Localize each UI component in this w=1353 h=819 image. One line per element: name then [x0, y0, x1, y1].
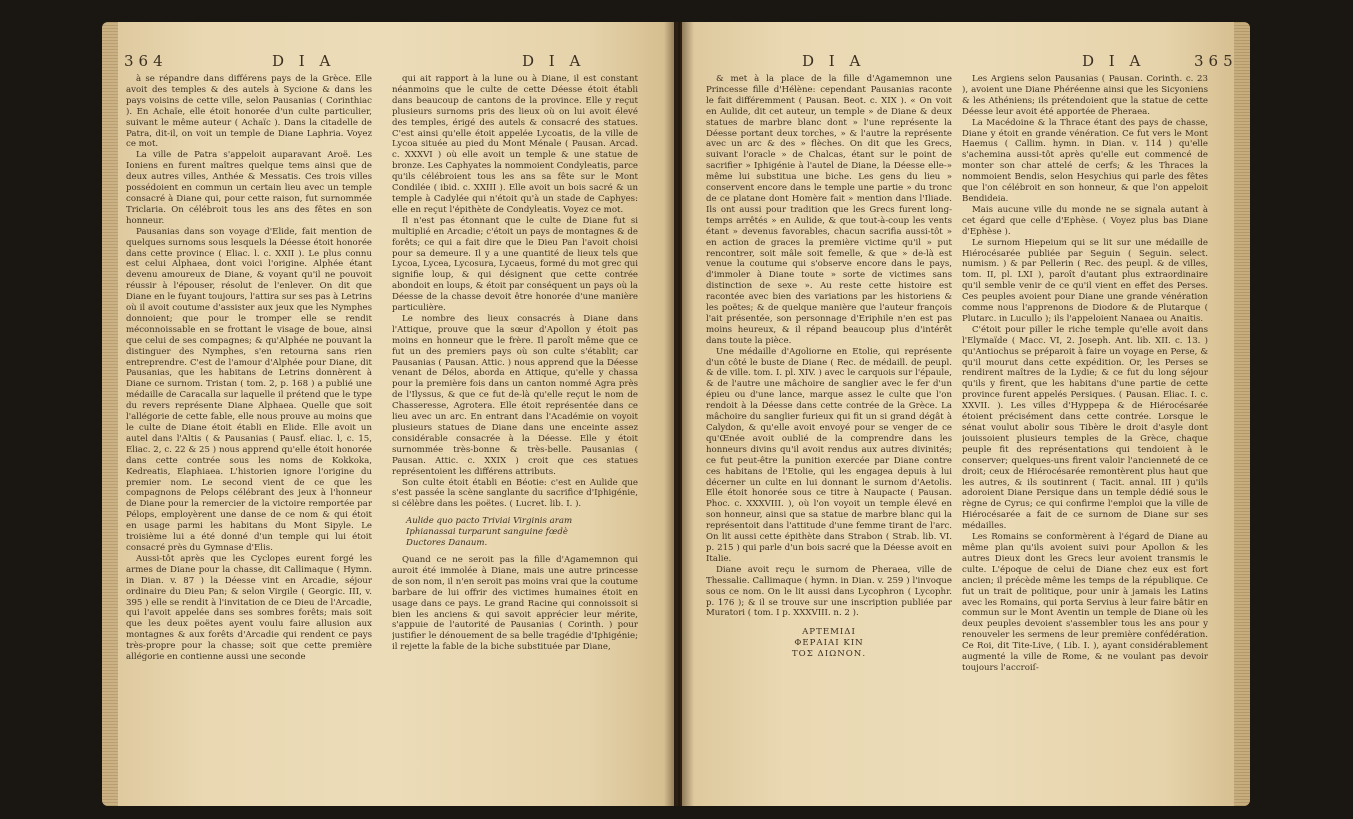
right-page — [682, 22, 1250, 806]
running-head-right-col2: D I A — [1082, 52, 1146, 70]
inscription-line: ΤΟΣ ΔΙΩΝΟΝ. — [791, 649, 867, 660]
paragraph: Le nombre des lieux consacrés à Diane dans l'Attique, prouve que la sœur d'Apollon y étoit pas moins en honneur que le frère. Il paroît même que ce fut un des premiers pays où son culte s'établit; car Pausanias ( Pausan. Attic. ) nous apprend que la Déesse venant de Délos, aborda en Attique, qu'elle y chassa pour la première fois dans un canton nommé Agra près de l'Ilyssus, & que ce fut de-là qu'elle reçut le nom de Chasseresse, Agrotera. Elle étoit représentée dans ce lieu avec un arc. En entrant dans l'Académie on voyoit plusieurs statues de Diane dans une enceinte assez considérable consacrée à la Déesse. Elle y étoit surnommée très-bonne & très-belle. Pausanias ( Pausan. Attic. c. XXIX ) croit que ces statues représentoient les différens attributs. — [392, 313, 638, 477]
verse-line: Iphianassai turparunt sanguine fœdè — [406, 527, 568, 538]
paragraph: Pausanias dans son voyage d'Elide, fait mention de quelques surnoms sous lesquels la Déesse étoit honorée dans cette province ( Eliac. l. c. XXII ). Le plus connu est celui Alphaea, dont voici l'origine. Alphée étant devenu amoureux de Diane, & voyant qu'il ne pouvoit réussir à l'épouser, résolut de l'enlever. On dit que Diane en le fuyant toujours, l'attira sur ses pas à Letrins où il avoit coutume d'assister aux jeux que les Nymphes donnoient; que pour le tromper elle se rendit méconnoissable en se frottant le visage de boue, ainsi que celui de ses compagnes; & qu'Alphée ne pouvant la distinguer des Nymphes, s'en retourna sans rien entreprendre. C'est de l'amour d'Alphée pour Diane, dit Pausanias, que les habitans de Letrins donnèrent à Diane ce surnom. Tristan ( tom. 2, p. 168 ) a publié une médaille de Caracalla sur laquelle il prétend que le type du revers représente Diane Alphaea. Quelle que soit l'allégorie de cette fable, elle nous prouve au moins que le culte de Diane étoit établi en Elide. Elle avoit un autel dans l'Altis ( & Pausanias ( Pausf. eliac. l, c. 15, Eliac. 2, c. 22 & 25 ) nous apprend qu'elle étoit honorée dans cette contrée sous les noms de Kokkoka, Kedreatis, Elaphiaea. L'historien ignore l'origine du premier nom. Le second vient de ce que les compagnons de Pelops célébrant des jeux à l'honneur de Diane pour la remercier de la victoire remportée par Pélops, employèrent une danse de ce nom & qui étoit en usage parmi les habitans du Mont Sipyle. Le troisième lui a été donné d'un temple qui lui étoit consacré près du Gymnase d'Elis. — [126, 226, 372, 553]
paragraph: Le surnom Hiepeium qui se lit sur une médaille de Hiérocésarée publiée par Seguin ( Seguin. select. numism. ) & par Pellerin ( Rec. des peupl. & de villes, tom. II, pl. LXI ), paroît d'autant plus extraordinaire qu'il semble venir de ce qu'il vient en effet des Perses. Ces peuples avoient pour Diane une grande vénération comme nous l'apprenons de Diodore & de Plutarque ( Plutarc. in Lucullo ); ils l'appeloient Nanaea ou Anaitis. — [962, 237, 1208, 324]
right-column-2 — [962, 74, 1208, 794]
paragraph: La ville de Patra s'appeloit auparavant Aroë. Les Ioniens en furent maîtres quelque tems ainsi que de deux autres villes, Anthée & Messatis. Ces trois villes possédoient en commun un certain lieu avec un temple consacré à Diane qui, pour cette raison, fut surnommée Triclaria. On célébroit tous les ans des fêtes en son honneur. — [126, 150, 372, 226]
paragraph: Diane avoit reçu le surnom de Pheraea, ville de Thessalie. Callimaque ( hymn. in Dian. v. 259 ) l'invoque sous ce nom. On le lit aussi dans Lycophron ( Lycophr. p. 176 ); & il se trouve sur une inscription publiée par Muratori ( tom. I p. XXXVIII. n. 2 ). — [706, 564, 952, 619]
right-column-1 — [706, 74, 952, 794]
right-page-header — [682, 48, 1250, 74]
paragraph: Il n'est pas étonnant que le culte de Diane fut si multiplié en Arcadie; c'étoit un pays de montagnes & de forêts; ce qui a fait dire que le Dieu Pan l'avoit choisi pour sa demeure. Il y a une quantité de lieux tels que Lycoa, Lycea, Lycosura, Lycaeus, formé du mot grec qui signifie loup, & qui désignent que cette contrée abondoit en loups, & étoit par conséquent un pays où la Déesse de la chasse devoit être honorée d'une manière particulière. — [392, 215, 638, 314]
page-number-right: 365 — [1194, 52, 1238, 70]
inscription-line: ΦΕΡΑΙΑΙ ΚΙΝ — [794, 638, 864, 649]
paragraph: Les Romains se conformèrent à l'égard de Diane au même plan qu'ils avoient suivi pour Apollon & les autres Dieux dont les Grecs leur avoient transmis le culte. L'époque de celui de Diane chez eux est fort ancien; il précède même les temps de la république. Ce fut un trait de politique, pour unir à jamais les Latins avec les Romains, qui porta Servius à leur faire bâtir en commun sur le Mont Aventin un temple de Diane où les deux peuples devoient s'assembler tous les ans pour y renouveler les sermens de leur première confédération. Ce Roi, dit Tite-Live, ( Lib. I. ), ayant considérablement augmenté la ville de Rome, & ne voulant pas devoir toujours l'accroiſ- — [962, 532, 1208, 673]
page-number-left: 364 — [124, 52, 168, 70]
verse-line: Ductores Danaum. — [406, 538, 488, 549]
paragraph: Aussi-tôt après que les Cyclopes eurent forgé les armes de Diane pour la chasse, dit Callimaque ( Hymn. in Dian. v. 87 ) la Déesse vint en Arcadie, séjour ordinaire du Dieu Pan; & selon Virgile ( Georgic. III, v. 395 ) elle se rendit à l'invitation de ce Dieu de l'Arcadie, qui l'avoit appelée dans ses sombres forêts; mais soit que les deux poëtes ayent voulu faire allusion aux montagnes & aux forêts d'Arcadie qui rendent ce pays très-propre pour la chasse; soit que cette première allégorie en contienne aussi une seconde — [126, 553, 372, 663]
left-page-header — [102, 48, 674, 74]
running-head-left-col1: D I A — [272, 52, 336, 70]
paragraph: Quand ce ne seroit pas la fille d'Agamemnon qui auroit été immolée à Diane, mais une autre princesse de son nom, il n'en seroit pas moins vrai que la coutume barbare de lui offrir des victimes humaines étoit en usage dans ce pays. Le grand Racine qui connoissoit si bien les anciens & qui savoit apprécier leur mérite, s'appuie de l'autorité de Pausanias ( Corinth. ) pour justifier le dénouement de sa belle tragédie d'Iphigénie; il rejette la fable de la biche substituée par Diane, — [392, 554, 638, 653]
running-head-right-col1: D I A — [802, 52, 866, 70]
greek-inscription — [706, 627, 952, 660]
paragraph: Son culte étoit établi en Béotie: c'est en Aulide que s'est passée la scène sanglante du sacrifice d'Iphigénie, si célèbre dans les poëtes. ( Lucret. lib. I. ). — [392, 477, 638, 510]
paragraph: C'étoit pour piller le riche temple qu'elle avoit dans l'Elymaïde ( Macc. VI, 2. Joseph. Ant. lib. XII. c. 13. ) qu'Antiochus se préparoit à faire un voyage en Perse, & qu'il mourut dans cette expédition. Or, les Perses se rendirent maîtres de la Lydie; & ce fut du long séjour qu'ils y firent, que les habitans d'une partie de cette province furent appelés Persiques. ( Pausan. Eliac. I. c. XXVII. ). Les villes d'Hyppepa & de Hiérocésarée étoient précisément dans cette contrée. Lorsque le sénat voulut abolir sous Tibère le droit d'asyle dont jouissoient plusieurs temples de la Grèce, chaque peuple fit des représentations qui tendoient à le conserver; quelques-uns firent valoir l'ancienneté de ce droit; ceux de Hiérocésarée remontèrent plus haut que les autres, & ils soutinrent ( Tacit. annal. III ) qu'ils adoroient Diane Persique dans un temple dédié sous le règne de Cyrus; ce qui confirme l'emploi que la ville de Hiérocésarée a fait de ce surnom de Diane sur ses médailles. — [962, 324, 1208, 532]
running-head-left-col2: D I A — [522, 52, 586, 70]
paragraph: Une médaille d'Agoliorne en Etolie, qui représente d'un côté le buste de Diane ( Rec. de médaill. de peupl. & de ville. tom. I. pl. XIV. ) avec le carquois sur l'épaule, & de l'autre une mâchoire de sanglier avec le fer d'un épieu ou d'une lance, marque assez le culte que l'on rendoit à la Déesse dans cette contrée de la Grèce. La mâchoire du sanglier furieux qui fit un si grand dégât à Calydon, & qu'elle avoit envoyé pour se venger de ce qu'Œnée avoit oublié de la comprendre dans les honneurs divins qu'il avoit rendus aux autres divinités; ce fut peut-être la punition exercée par Diane contre ces habitans de l'Etolie, qui les engagea depuis à lui décerner un culte en lui donnant le surnom d'Aetolis. Elle étoit honorée sous ce titre à Naupacte ( Pausan. Phoc. c. XXXVIII. ), où l'on voyoit un temple élevé en son honneur, ainsi que sa statue de marbre blanc qui la représentoit dans l'attitude d'une femme tirant de l'arc. On lit aussi cette épithète dans Strabon ( Strab. lib. VI. p. 215 ) qui parle d'un bois sacré que la Déesse avoit en Italie. — [706, 346, 952, 564]
left-column-1 — [126, 74, 372, 794]
paragraph: à se répandre dans différens pays de la Grèce. Elle avoit des temples & des autels à Sycione & dans les pays voisins de cette ville, selon Pausanias ( Corinthiac ). En Achaïe, elle étoit honorée d'un culte particulier, suivant le même auteur ( Achaïc ). Dans la citadelle de Patra, dit-il, on voit un temple de Diane Laphria. Voyez ce mot. — [126, 74, 372, 150]
paragraph: & met à la place de la fille d'Agamemnon une Princesse fille d'Hélène: cependant Pausanias raconte le fait différemment ( Pausan. Beot. c. XIX ). « On voit en Aulide, dit cet auteur, un temple » de Diane & deux statues de marbre blanc dont » l'une représente la Déesse portant deux torches, » & l'autre la représente avec un arc & des » flèches. On dit que les Grecs, suivant l'oracle » de Chalcas, étant sur le point de sacrifier » Iphigénie à l'autel de Diane, la Déesse elle-» même lui substitua une biche. Les gens du lieu » conservent encore dans le temple une partie » du tronc de ce platane dont Homère fait » mention dans l'Iliade. Ils ont aussi pour tradition que les Grecs furent long-temps arrêtés » en Aulide, & que tout-à-coup les vents étant » devenus favorables, chacun sacrifia aussi-tôt » en action de graces la première victime qu'il » put rencontrer, soit mâle soit femelle, & que » de-là est venue la coutume qui s'observe encore dans le pays, d'immoler à Diane toute » sorte de victimes sans distinction de sexe ». Au reste cette histoire est racontée avec bien des variations par les historiens & les poëtes; & de quelque manière que l'auteur françois l'ait présentée, son personnage d'Eriphile n'en est pas moins heureux, & il répand beaucoup plus d'intérêt dans toute la pièce. — [706, 74, 952, 346]
left-page — [102, 22, 674, 806]
right-page-edge — [1234, 22, 1250, 806]
paragraph: Mais aucune ville du monde ne se signala autant à cet égard que celle d'Ephèse. ( Voyez plus bas Diane d'Ephèse ). — [962, 204, 1208, 237]
paragraph: La Macédoine & la Thrace étant des pays de chasse, Diane y étoit en grande vénération. Ce fut vers le Mont Haemus ( Callim. hymn. in Dian. v. 114 ) qu'elle s'achemina aussi-tôt après qu'elle eut commencé de monter son char attelé de cerfs; & les Thraces la nommoient Bendis, selon Hesychius qui parle des fêtes que l'on célébroit en son honneur, & que l'on appeloit Bendideia. — [962, 117, 1208, 204]
inscription-line: ΑΡΤΕΜΙΔΙ — [802, 627, 856, 638]
paragraph: Les Argiens selon Pausanias ( Pausan. Corinth. c. 23 ), avoient une Diane Phéréenne ainsi que les Sicyoniens & les Athéniens; ils prétendoient que la statue de cette Déesse leur avoit été apportée de Pheraea. — [962, 74, 1208, 117]
paragraph: qui ait rapport à la lune ou à Diane, il est constant néanmoins que le culte de cette Déesse étoit établi dans beaucoup de cantons de la province. Elle y reçut plusieurs surnoms pris des lieux où on lui avoit élevé des temples, érigé des autels & consacré des statues. C'est ainsi qu'elle étoit appelée Lycoatis, de la ville de Lycoa située au pied du Mont Ménale ( Pausan. Arcad. c. XXXVI ) où elle avoit un temple & une statue de bronze. Les Caphyates la nommoient Condyleatis, parce qu'ils célébroient tous les ans sa fête sur le Mont Condilée ( ibid. c. XXIII ). Elle avoit un bois sacré & un temple à Cadylée qui n'étoit qu'à un stade de Caphyes: elle en reçut l'épithète de Condyleatis. Voyez ce mot. — [392, 74, 638, 215]
verse-line: Aulide quo pacto Triviai Virginis aram — [406, 516, 573, 527]
left-page-edge — [102, 22, 118, 806]
verse-quote — [406, 516, 638, 549]
left-column-2 — [392, 74, 638, 794]
